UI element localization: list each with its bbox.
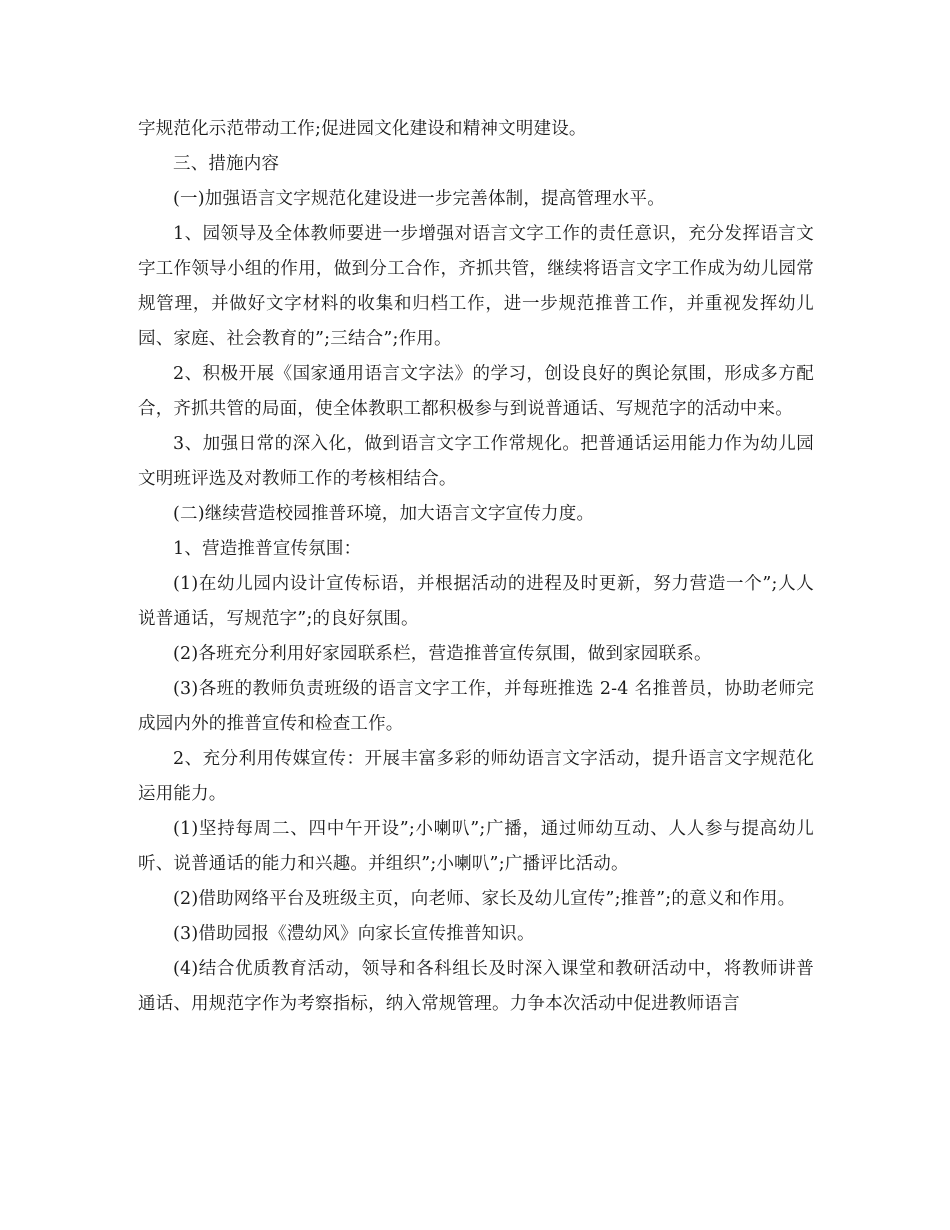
paragraph-subitem-3: (3)各班的教师负责班级的语言文字工作，并每班推选 2-4 名推普员，协助老师完成园内外的推普宣传和检查工作。	[138, 679, 814, 734]
paragraph-continuation: 字规范化示范带动工作;促进园文化建设和精神文明建设。	[138, 119, 587, 139]
section-heading-measures: 三、措施内容	[173, 154, 280, 174]
paragraph-subitem-2: (2)各班充分利用好家园联系栏，营造推普宣传氛围，做到家园联系。	[173, 644, 712, 664]
paragraph-item-2: 2、积极开展《国家通用语言文字法》的学习，创设良好的舆论氛围，形成多方配合，齐抓共管的局面，使全体教职工都积极参与到说普通话、写规范字的活动中来。	[138, 364, 814, 419]
paragraph-media-subitem-4: (4)结合优质教育活动，领导和各科组长及时深入课堂和教研活动中，将教师讲普通话、用规范字作为考察指标，纳入常规管理。力争本次活动中促进教师语言	[138, 959, 814, 1014]
paragraph-item-media: 2、充分利用传媒宣传：开展丰富多彩的师幼语言文字活动，提升语言文字规范化运用能力。	[138, 749, 814, 804]
paragraph-media-subitem-2: (2)借助网络平台及班级主页，向老师、家长及幼儿宣传”;推普”;的意义和作用。	[173, 889, 796, 909]
paragraph-item-3: 3、加强日常的深入化，做到语言文字工作常规化。把普通话运用能力作为幼儿园文明班评选及对教师工作的考核相结合。	[138, 434, 814, 489]
paragraph-media-subitem-1: (1)坚持每周二、四中午开设”;小喇叭”;广播，通过师幼互动、人人参与提高幼儿听、说普通话的能力和兴趣。并组织”;小喇叭”;广播评比活动。	[138, 819, 814, 874]
document-body	[138, 112, 814, 1022]
paragraph-item-1: 1、园领导及全体教师要进一步增强对语言文字工作的责任意识，充分发挥语言文字工作领导小组的作用，做到分工合作，齐抓共管，继续将语言文字工作成为幼儿园常规管理，并做好文字材料的收集和归档工作，进一步规范推普工作，并重视发挥幼儿园、家庭、社会教育的”;三结合”;作用。	[138, 224, 814, 349]
paragraph-media-subitem-3: (3)借助园报《澧幼风》向家长宣传推普知识。	[173, 924, 535, 944]
paragraph-item-atmosphere: 1、营造推普宣传氛围：	[173, 539, 362, 559]
subsection-heading-2: (二)继续营造校园推普环境，加大语言文字宣传力度。	[173, 504, 595, 524]
paragraph-subitem-1: (1)在幼儿园内设计宣传标语，并根据活动的进程及时更新，努力营造一个”;人人说普通话，写规范字”;的良好氛围。	[138, 574, 814, 629]
subsection-heading-1: (一)加强语言文字规范化建设进一步完善体制，提高管理水平。	[173, 189, 665, 209]
